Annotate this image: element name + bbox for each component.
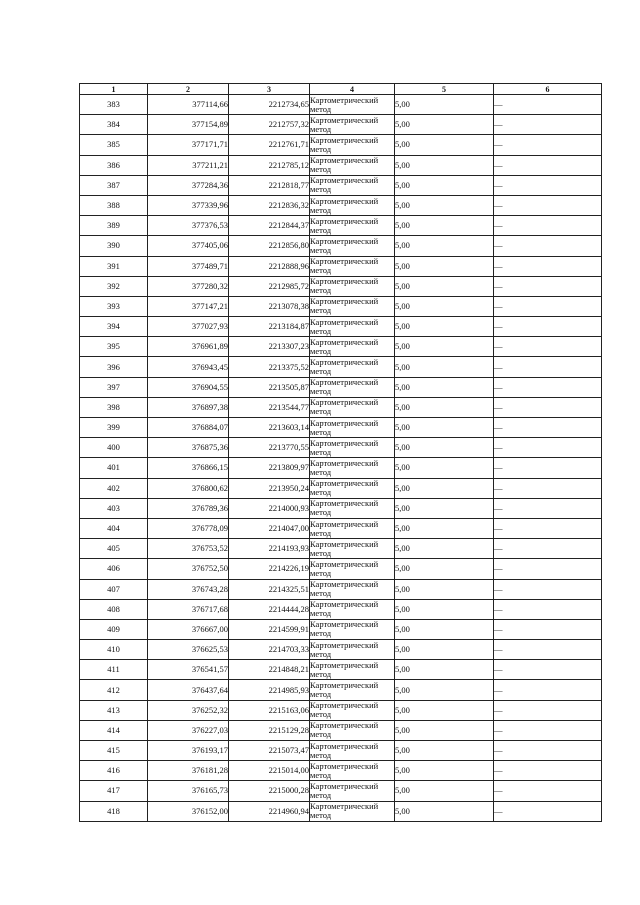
cell-accuracy: 5,00: [395, 700, 494, 720]
table-row: [80, 660, 602, 680]
cell-note: —: [494, 619, 602, 639]
cell-note: —: [494, 680, 602, 700]
cell-point-number: 392: [80, 276, 148, 296]
cell-note: —: [494, 579, 602, 599]
cell-method: Картометрический метод: [310, 438, 395, 458]
cell-coordinate-y: 2214193,93: [229, 539, 310, 559]
cell-coordinate-y: 2212761,71: [229, 135, 310, 155]
cell-accuracy: 5,00: [395, 619, 494, 639]
cell-note: —: [494, 761, 602, 781]
cell-coordinate-x: 377171,71: [148, 135, 229, 155]
cell-point-number: 385: [80, 135, 148, 155]
table-row: [80, 559, 602, 579]
cell-accuracy: 5,00: [395, 216, 494, 236]
cell-note: —: [494, 478, 602, 498]
cell-accuracy: 5,00: [395, 236, 494, 256]
cell-coordinate-y: 2214848,21: [229, 660, 310, 680]
cell-coordinate-y: 2212856,80: [229, 236, 310, 256]
cell-method: Картометрический метод: [310, 175, 395, 195]
cell-note: —: [494, 135, 602, 155]
cell-accuracy: 5,00: [395, 559, 494, 579]
cell-coordinate-y: 2213950,24: [229, 478, 310, 498]
cell-note: —: [494, 95, 602, 115]
cell-note: —: [494, 518, 602, 538]
cell-accuracy: 5,00: [395, 761, 494, 781]
cell-note: —: [494, 559, 602, 579]
cell-note: —: [494, 175, 602, 195]
cell-note: —: [494, 276, 602, 296]
table-row: [80, 276, 602, 296]
cell-coordinate-y: 2214703,33: [229, 640, 310, 660]
cell-method: Картометрический метод: [310, 741, 395, 761]
cell-coordinate-x: 376866,15: [148, 458, 229, 478]
cell-note: —: [494, 337, 602, 357]
cell-point-number: 400: [80, 438, 148, 458]
cell-coordinate-x: 377147,21: [148, 296, 229, 316]
header-row: [80, 84, 602, 95]
cell-point-number: 399: [80, 418, 148, 438]
cell-coordinate-y: 2214325,51: [229, 579, 310, 599]
cell-note: —: [494, 236, 602, 256]
table-body: [80, 95, 602, 822]
cell-coordinate-y: 2213544,77: [229, 397, 310, 417]
cell-coordinate-x: 377114,66: [148, 95, 229, 115]
cell-point-number: 416: [80, 761, 148, 781]
cell-point-number: 388: [80, 195, 148, 215]
cell-accuracy: 5,00: [395, 720, 494, 740]
cell-method: Картометрический метод: [310, 317, 395, 337]
table-row: [80, 478, 602, 498]
table-row: [80, 296, 602, 316]
table-header: [80, 84, 602, 95]
cell-point-number: 409: [80, 619, 148, 639]
cell-method: Картометрический метод: [310, 660, 395, 680]
cell-point-number: 387: [80, 175, 148, 195]
cell-coordinate-y: 2214985,93: [229, 680, 310, 700]
cell-coordinate-x: 376752,50: [148, 559, 229, 579]
cell-note: —: [494, 700, 602, 720]
cell-point-number: 383: [80, 95, 148, 115]
table-row: [80, 317, 602, 337]
cell-coordinate-x: 376541,57: [148, 660, 229, 680]
cell-method: Картометрический метод: [310, 155, 395, 175]
cell-accuracy: 5,00: [395, 296, 494, 316]
cell-coordinate-y: 2214960,94: [229, 801, 310, 821]
cell-coordinate-x: 376625,53: [148, 640, 229, 660]
table-row: [80, 256, 602, 276]
cell-point-number: 386: [80, 155, 148, 175]
cell-method: Картометрический метод: [310, 195, 395, 215]
cell-method: Картометрический метод: [310, 801, 395, 821]
cell-accuracy: 5,00: [395, 458, 494, 478]
cell-method: Картометрический метод: [310, 337, 395, 357]
cell-point-number: 411: [80, 660, 148, 680]
cell-coordinate-x: 376181,28: [148, 761, 229, 781]
cell-accuracy: 5,00: [395, 518, 494, 538]
table-row: [80, 700, 602, 720]
cell-coordinate-y: 2214047,00: [229, 518, 310, 538]
cell-coordinate-y: 2212757,32: [229, 115, 310, 135]
cell-note: —: [494, 115, 602, 135]
table-row: [80, 155, 602, 175]
cell-note: —: [494, 458, 602, 478]
cell-method: Картометрический метод: [310, 579, 395, 599]
table-row: [80, 195, 602, 215]
cell-accuracy: 5,00: [395, 256, 494, 276]
table-row: [80, 337, 602, 357]
cell-accuracy: 5,00: [395, 357, 494, 377]
table-row: [80, 720, 602, 740]
cell-accuracy: 5,00: [395, 438, 494, 458]
cell-point-number: 407: [80, 579, 148, 599]
cell-accuracy: 5,00: [395, 135, 494, 155]
table-row: [80, 599, 602, 619]
cell-coordinate-y: 2213505,87: [229, 377, 310, 397]
cell-coordinate-x: 376961,89: [148, 337, 229, 357]
cell-point-number: 391: [80, 256, 148, 276]
header-col-6: 6: [494, 84, 602, 95]
cell-coordinate-y: 2212785,12: [229, 155, 310, 175]
cell-accuracy: 5,00: [395, 801, 494, 821]
cell-point-number: 398: [80, 397, 148, 417]
table-row: [80, 680, 602, 700]
cell-accuracy: 5,00: [395, 640, 494, 660]
table-row: [80, 458, 602, 478]
cell-coordinate-y: 2213078,38: [229, 296, 310, 316]
cell-coordinate-y: 2215129,28: [229, 720, 310, 740]
cell-accuracy: 5,00: [395, 115, 494, 135]
cell-point-number: 397: [80, 377, 148, 397]
table-row: [80, 357, 602, 377]
cell-coordinate-x: 376152,00: [148, 801, 229, 821]
cell-method: Картометрический метод: [310, 276, 395, 296]
cell-coordinate-x: 376717,68: [148, 599, 229, 619]
table-row: [80, 518, 602, 538]
header-col-3: 3: [229, 84, 310, 95]
table-row: [80, 216, 602, 236]
cell-coordinate-x: 376743,28: [148, 579, 229, 599]
cell-method: Картометрический метод: [310, 640, 395, 660]
cell-method: Картометрический метод: [310, 761, 395, 781]
coordinates-table: [79, 83, 602, 822]
table-row: [80, 619, 602, 639]
header-col-2: 2: [148, 84, 229, 95]
cell-method: Картометрический метод: [310, 539, 395, 559]
cell-method: Картометрический метод: [310, 458, 395, 478]
cell-point-number: 408: [80, 599, 148, 619]
cell-method: Картометрический метод: [310, 397, 395, 417]
table-row: [80, 498, 602, 518]
cell-coordinate-y: 2212818,77: [229, 175, 310, 195]
cell-accuracy: 5,00: [395, 276, 494, 296]
cell-coordinate-x: 377284,36: [148, 175, 229, 195]
cell-coordinate-y: 2215073,47: [229, 741, 310, 761]
cell-coordinate-x: 376897,38: [148, 397, 229, 417]
cell-method: Картометрический метод: [310, 518, 395, 538]
cell-coordinate-x: 377154,89: [148, 115, 229, 135]
cell-coordinate-x: 377211,21: [148, 155, 229, 175]
cell-method: Картометрический метод: [310, 599, 395, 619]
cell-note: —: [494, 438, 602, 458]
cell-point-number: 393: [80, 296, 148, 316]
cell-accuracy: 5,00: [395, 418, 494, 438]
table-row: [80, 95, 602, 115]
cell-note: —: [494, 155, 602, 175]
cell-note: —: [494, 195, 602, 215]
cell-method: Картометрический метод: [310, 256, 395, 276]
cell-note: —: [494, 741, 602, 761]
cell-point-number: 414: [80, 720, 148, 740]
cell-note: —: [494, 660, 602, 680]
cell-point-number: 412: [80, 680, 148, 700]
cell-accuracy: 5,00: [395, 337, 494, 357]
cell-note: —: [494, 357, 602, 377]
cell-note: —: [494, 377, 602, 397]
cell-coordinate-y: 2213603,14: [229, 418, 310, 438]
cell-method: Картометрический метод: [310, 135, 395, 155]
cell-note: —: [494, 498, 602, 518]
cell-coordinate-x: 376753,52: [148, 539, 229, 559]
cell-method: Картометрический метод: [310, 115, 395, 135]
cell-coordinate-y: 2213375,52: [229, 357, 310, 377]
cell-point-number: 394: [80, 317, 148, 337]
cell-accuracy: 5,00: [395, 741, 494, 761]
cell-method: Картометрический метод: [310, 700, 395, 720]
cell-point-number: 417: [80, 781, 148, 801]
table-row: [80, 236, 602, 256]
cell-coordinate-y: 2213770,55: [229, 438, 310, 458]
cell-note: —: [494, 640, 602, 660]
cell-accuracy: 5,00: [395, 478, 494, 498]
table-row: [80, 418, 602, 438]
cell-accuracy: 5,00: [395, 680, 494, 700]
cell-coordinate-y: 2212734,65: [229, 95, 310, 115]
cell-method: Картометрический метод: [310, 236, 395, 256]
cell-point-number: 396: [80, 357, 148, 377]
cell-note: —: [494, 781, 602, 801]
table-row: [80, 115, 602, 135]
table-row: [80, 579, 602, 599]
cell-method: Картометрический метод: [310, 296, 395, 316]
cell-method: Картометрический метод: [310, 418, 395, 438]
cell-coordinate-y: 2212888,96: [229, 256, 310, 276]
cell-point-number: 390: [80, 236, 148, 256]
cell-point-number: 389: [80, 216, 148, 236]
cell-coordinate-x: 377027,93: [148, 317, 229, 337]
table-row: [80, 640, 602, 660]
table-row: [80, 377, 602, 397]
cell-accuracy: 5,00: [395, 175, 494, 195]
cell-accuracy: 5,00: [395, 317, 494, 337]
cell-point-number: 395: [80, 337, 148, 357]
cell-point-number: 418: [80, 801, 148, 821]
cell-accuracy: 5,00: [395, 660, 494, 680]
cell-method: Картометрический метод: [310, 619, 395, 639]
cell-accuracy: 5,00: [395, 397, 494, 417]
cell-coordinate-y: 2214226,19: [229, 559, 310, 579]
cell-coordinate-x: 376667,00: [148, 619, 229, 639]
header-col-1: 1: [80, 84, 148, 95]
cell-note: —: [494, 720, 602, 740]
cell-note: —: [494, 539, 602, 559]
cell-note: —: [494, 418, 602, 438]
cell-coordinate-x: 376778,09: [148, 518, 229, 538]
cell-point-number: 410: [80, 640, 148, 660]
cell-coordinate-x: 376193,17: [148, 741, 229, 761]
cell-accuracy: 5,00: [395, 579, 494, 599]
cell-coordinate-x: 376884,07: [148, 418, 229, 438]
table-row: [80, 801, 602, 821]
cell-method: Картометрический метод: [310, 95, 395, 115]
cell-note: —: [494, 296, 602, 316]
cell-coordinate-y: 2213307,23: [229, 337, 310, 357]
table-row: [80, 539, 602, 559]
cell-accuracy: 5,00: [395, 155, 494, 175]
cell-coordinate-x: 377489,71: [148, 256, 229, 276]
cell-coordinate-y: 2215014,00: [229, 761, 310, 781]
table-row: [80, 741, 602, 761]
cell-point-number: 402: [80, 478, 148, 498]
cell-coordinate-y: 2215163,06: [229, 700, 310, 720]
cell-coordinate-x: 376789,36: [148, 498, 229, 518]
cell-coordinate-y: 2213184,87: [229, 317, 310, 337]
cell-accuracy: 5,00: [395, 377, 494, 397]
table-row: [80, 135, 602, 155]
cell-accuracy: 5,00: [395, 498, 494, 518]
cell-note: —: [494, 599, 602, 619]
cell-coordinate-x: 376904,55: [148, 377, 229, 397]
cell-coordinate-y: 2214000,93: [229, 498, 310, 518]
cell-method: Картометрический метод: [310, 498, 395, 518]
cell-coordinate-x: 376875,36: [148, 438, 229, 458]
cell-point-number: 384: [80, 115, 148, 135]
cell-note: —: [494, 216, 602, 236]
cell-method: Картометрический метод: [310, 680, 395, 700]
cell-coordinate-x: 377405,06: [148, 236, 229, 256]
cell-point-number: 415: [80, 741, 148, 761]
table-row: [80, 175, 602, 195]
cell-method: Картометрический метод: [310, 781, 395, 801]
cell-method: Картометрический метод: [310, 377, 395, 397]
table-row: [80, 781, 602, 801]
cell-method: Картометрический метод: [310, 559, 395, 579]
cell-accuracy: 5,00: [395, 539, 494, 559]
cell-coordinate-y: 2215000,28: [229, 781, 310, 801]
cell-coordinate-x: 377280,32: [148, 276, 229, 296]
cell-coordinate-x: 376800,62: [148, 478, 229, 498]
cell-coordinate-y: 2213809,97: [229, 458, 310, 478]
cell-accuracy: 5,00: [395, 95, 494, 115]
cell-accuracy: 5,00: [395, 599, 494, 619]
cell-method: Картометрический метод: [310, 216, 395, 236]
cell-point-number: 405: [80, 539, 148, 559]
cell-point-number: 403: [80, 498, 148, 518]
table-row: [80, 761, 602, 781]
cell-method: Картометрический метод: [310, 478, 395, 498]
cell-accuracy: 5,00: [395, 195, 494, 215]
cell-coordinate-x: 376437,64: [148, 680, 229, 700]
cell-method: Картометрический метод: [310, 720, 395, 740]
cell-point-number: 413: [80, 700, 148, 720]
cell-coordinate-x: 376227,03: [148, 720, 229, 740]
cell-point-number: 406: [80, 559, 148, 579]
cell-coordinate-y: 2212844,37: [229, 216, 310, 236]
cell-coordinate-x: 376165,73: [148, 781, 229, 801]
header-col-4: 4: [310, 84, 395, 95]
cell-coordinate-y: 2214599,91: [229, 619, 310, 639]
cell-point-number: 401: [80, 458, 148, 478]
cell-accuracy: 5,00: [395, 781, 494, 801]
cell-coordinate-x: 377339,96: [148, 195, 229, 215]
header-col-5: 5: [395, 84, 494, 95]
cell-coordinate-y: 2212836,32: [229, 195, 310, 215]
cell-note: —: [494, 256, 602, 276]
cell-coordinate-x: 376943,45: [148, 357, 229, 377]
cell-note: —: [494, 397, 602, 417]
table-row: [80, 438, 602, 458]
cell-method: Картометрический метод: [310, 357, 395, 377]
cell-coordinate-y: 2214444,28: [229, 599, 310, 619]
cell-point-number: 404: [80, 518, 148, 538]
cell-note: —: [494, 317, 602, 337]
cell-note: —: [494, 801, 602, 821]
cell-coordinate-x: 376252,32: [148, 700, 229, 720]
cell-coordinate-x: 377376,53: [148, 216, 229, 236]
table-row: [80, 397, 602, 417]
cell-coordinate-y: 2212985,72: [229, 276, 310, 296]
